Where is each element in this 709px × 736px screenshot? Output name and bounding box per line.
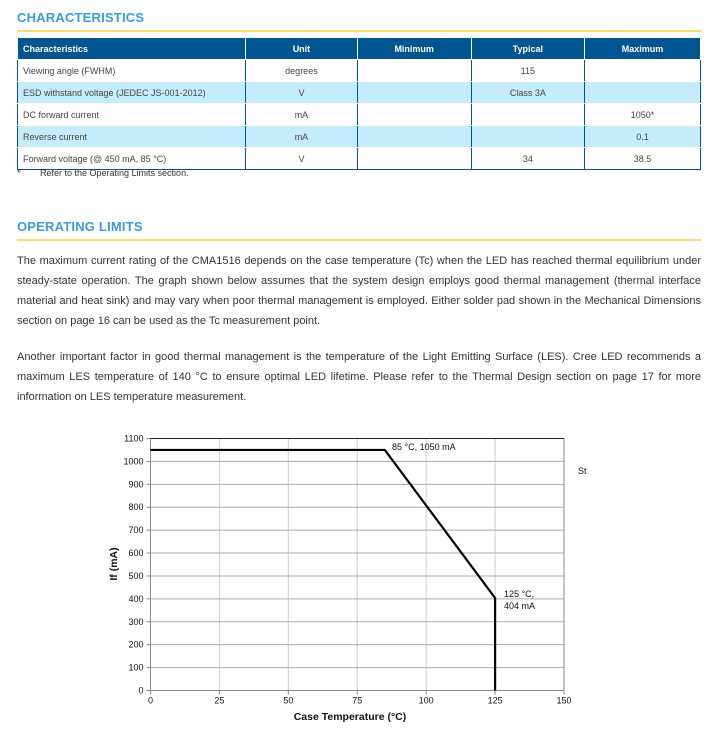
table-cell: V <box>246 148 358 170</box>
x-axis-label: Case Temperature (°C) <box>293 711 407 723</box>
table-cell: 38.5 <box>585 148 701 170</box>
table-cell: 0.1 <box>585 126 701 148</box>
y-tick-label: 400 <box>128 593 144 604</box>
table-cell: degrees <box>246 60 358 82</box>
x-tick-label: 100 <box>418 695 434 706</box>
table-cell: 1050* <box>585 104 701 126</box>
stray-label: St <box>578 466 587 476</box>
column-header: Typical <box>471 38 584 60</box>
section-title-characteristics: CHARACTERISTICS <box>17 10 145 25</box>
annotation-125c-current: 404 mA <box>504 601 536 611</box>
footnote-text: Refer to the Operating Limits section. <box>40 168 189 178</box>
x-tick-label: 50 <box>283 695 294 706</box>
table-cell: Forward voltage (@ 450 mA, 85 °C) <box>18 148 246 170</box>
table-cell: Reverse current <box>18 126 246 148</box>
table-cell: mA <box>246 126 358 148</box>
y-tick-label: 800 <box>128 502 144 513</box>
footnote-mark: * <box>17 168 21 178</box>
column-header: Maximum <box>585 38 701 60</box>
table-cell: Viewing angle (FWHM) <box>18 60 246 82</box>
table-cell: V <box>246 82 358 104</box>
y-tick-label: 700 <box>128 525 144 536</box>
table-cell: Class 3A <box>471 82 584 104</box>
section-title-operating-limits: OPERATING LIMITS <box>17 219 143 234</box>
column-header: Minimum <box>357 38 471 60</box>
y-tick-label: 100 <box>128 662 144 673</box>
paragraph-2: Another important factor in good thermal management is the temperature of the Light Emitting Surface (LES). Cree LED recommends a maximum LES temperature of 140 °C to ensure optimal LED lifetime. Please refer to the Thermal Design section on page 17 for more information on LES temperature measurement. <box>17 351 701 403</box>
column-header: Characteristics <box>18 38 246 60</box>
x-tick-label: 125 <box>487 695 503 706</box>
paragraph-1: The maximum current rating of the CMA1516 depends on the case temperature (Tc) when the LED has reached thermal equilibrium under steady-state operation. The graph shown below assumes that the system design employs good thermal management (thermal interface material and heat sink) and may vary when poor thermal management is employed. Either solder pad shown in the Mechanical Dimensions section on page 16 can be used as the Tc measurement point. <box>17 255 701 327</box>
y-tick-label: 0 <box>138 685 144 696</box>
x-tick-label: 150 <box>556 695 572 706</box>
table-cell: 34 <box>471 148 584 170</box>
x-tick-label: 25 <box>214 695 225 706</box>
x-tick-label: 75 <box>352 695 363 706</box>
y-axis-label: If (mA) <box>108 547 120 581</box>
table-cell: ESD withstand voltage (JEDEC JS-001-2012) <box>18 82 246 104</box>
table-cell: mA <box>246 104 358 126</box>
table-cell: 115 <box>471 60 584 82</box>
y-tick-label: 200 <box>128 639 144 650</box>
x-tick-label: 0 <box>147 695 154 706</box>
y-tick-label: 1000 <box>123 456 144 467</box>
y-tick-label: 300 <box>128 616 144 627</box>
column-header: Unit <box>246 38 358 60</box>
annotation-125c: 125 °C, <box>504 589 535 599</box>
y-tick-label: 500 <box>128 570 144 581</box>
y-tick-label: 600 <box>128 548 144 559</box>
y-tick-label: 900 <box>128 479 144 490</box>
series-line <box>151 450 496 691</box>
table-cell: DC forward current <box>18 104 246 126</box>
annotation-85c: 85 °C, 1050 mA <box>392 442 456 452</box>
y-tick-label: 1100 <box>124 433 144 444</box>
